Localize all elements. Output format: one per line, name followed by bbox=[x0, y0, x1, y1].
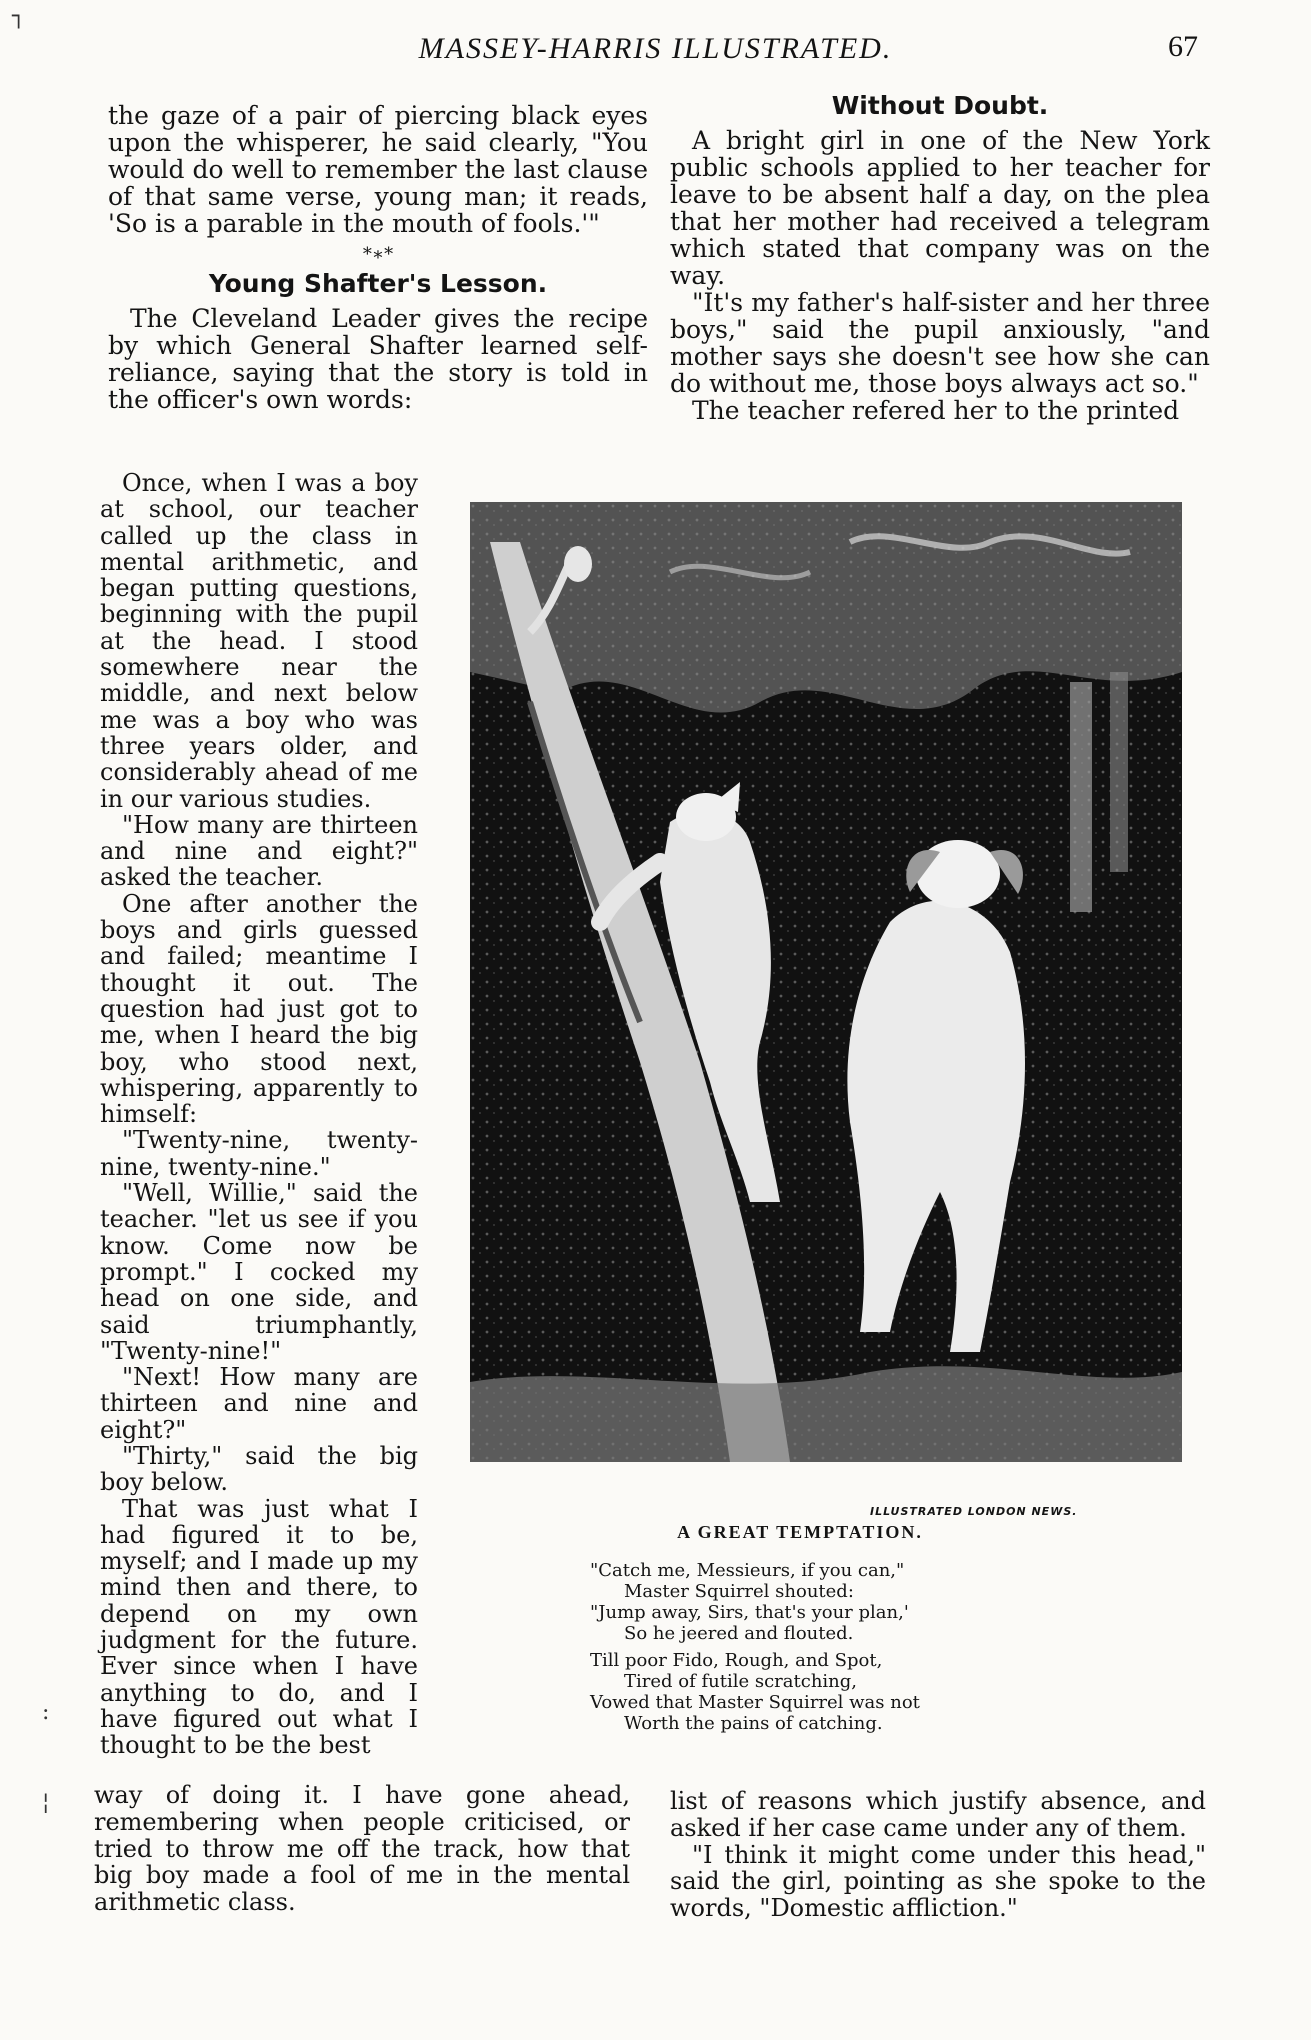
right-column-bottom bbox=[670, 1788, 1206, 1922]
running-title: MASSEY-HARRIS ILLUSTRATED. bbox=[418, 32, 893, 65]
caption-verse-1 bbox=[590, 1560, 1010, 1644]
margin-mark: ┐ bbox=[12, 4, 26, 29]
illustration-credit: ILLUSTRATED LONDON NEWS. bbox=[870, 1505, 1078, 1518]
story-paragraph: "Next! How many are thirteen and nine and eight?" bbox=[100, 1363, 418, 1444]
verse-line: "Catch me, Messieurs, if you can," bbox=[590, 1560, 905, 1581]
story-paragraph: "How many are thirteen and nine and eight?" asked the teacher. bbox=[100, 810, 418, 892]
article-intro: The Cleveland Leader gives the recipe by which General Shafter learned self-reliance, saying that the story is told in the officer's own words: bbox=[108, 304, 648, 414]
margin-mark: ¦ bbox=[42, 1790, 50, 1815]
caption-verse-2 bbox=[590, 1650, 1010, 1734]
story-conclusion: way of doing it. I have gone ahead, remembering when people criticised, or tried to throw me off the track, how that big boy made a fool of me in the mental arithmetic class. bbox=[94, 1781, 630, 1917]
left-column-narrow bbox=[100, 470, 418, 1759]
article-paragraph: The teacher refered her to the printed bbox=[692, 396, 1180, 425]
article-paragraph: list of reasons which justify absence, and asked if her case came under any of them. bbox=[670, 1787, 1206, 1842]
story-paragraph: Once, when I was a boy at school, our teacher called up the class in mental arithmetic, and began putting questions, beginning with the pupil at the head. I stood somewhere near the middle, and next below me was a boy who was three years older, and considerably ahead of me in our various studies. bbox=[100, 469, 418, 813]
story-paragraph: That was just what I had figured it to be, myself; and I made up my mind then and there, to depend on my own judgment for the future. Ever since when I have anything to do, and I have figured out what I thought to be the best bbox=[100, 1494, 418, 1760]
margin-mark: : bbox=[42, 1700, 50, 1725]
continued-paragraph: the gaze of a pair of piercing black eyes upon the whisperer, he said clearly, "You would do well to remember the last clause of that same verse, young man; it reads, 'So is a parable in the mouth of fools.'" bbox=[108, 101, 648, 238]
story-paragraph: "Well, Willie," said the teacher. "let us see if you know. Come now be prompt." I cocked my head on one side, and said triumphantly, "Twenty-nine!" bbox=[100, 1179, 418, 1365]
story-paragraph: "Twenty-nine, twenty-nine, twenty-nine." bbox=[100, 1126, 418, 1181]
article-heading-shafter: Young Shafter's Lesson. bbox=[208, 269, 548, 298]
verse-line: Worth the pains of catching. bbox=[624, 1713, 883, 1734]
verse-line: So he jeered and flouted. bbox=[624, 1623, 854, 1644]
verse-line: "Jump away, Sirs, that's your plan,' bbox=[590, 1602, 909, 1623]
verse-line: Master Squirrel shouted: bbox=[624, 1581, 854, 1602]
illustration-caption: A GREAT TEMPTATION. bbox=[677, 1522, 923, 1542]
article-paragraph: "It's my father's half-sister and her three boys," said the pupil anxiously, "and mother says she doesn't see how she can do without me, those boys always act so." bbox=[670, 288, 1210, 398]
verse-line: Tired of futile scratching, bbox=[624, 1671, 858, 1692]
engraving-image bbox=[470, 502, 1182, 1462]
illustration-dogs-and-squirrel bbox=[470, 502, 1182, 1462]
section-separator: *∗* bbox=[362, 244, 394, 265]
right-column-top bbox=[670, 92, 1210, 424]
verse-line: Till poor Fido, Rough, and Spot, bbox=[590, 1650, 883, 1671]
article-heading-without-doubt: Without Doubt. bbox=[831, 91, 1049, 120]
left-column-bottom bbox=[94, 1782, 630, 1916]
verse-line: Vowed that Master Squirrel was not bbox=[590, 1692, 920, 1713]
page-number: 67 bbox=[1168, 30, 1198, 63]
article-paragraph: A bright girl in one of the New York public schools applied to her teacher for leave to be absent half a day, on the plea that her mother had received a telegram which stated that company was on the way. bbox=[670, 126, 1210, 290]
left-column-top bbox=[108, 102, 648, 413]
story-paragraph: One after another the boys and girls guessed and failed; meantime I thought it out. The question had just got to me, when I heard the big boy, who stood next, whispering, apparently to himself: bbox=[100, 889, 418, 1129]
article-paragraph: "I think it might come under this head," said the girl, pointing as she spoke to the words, "Domestic affliction." bbox=[670, 1840, 1206, 1923]
story-paragraph: "Thirty," said the big boy below. bbox=[100, 1441, 418, 1497]
